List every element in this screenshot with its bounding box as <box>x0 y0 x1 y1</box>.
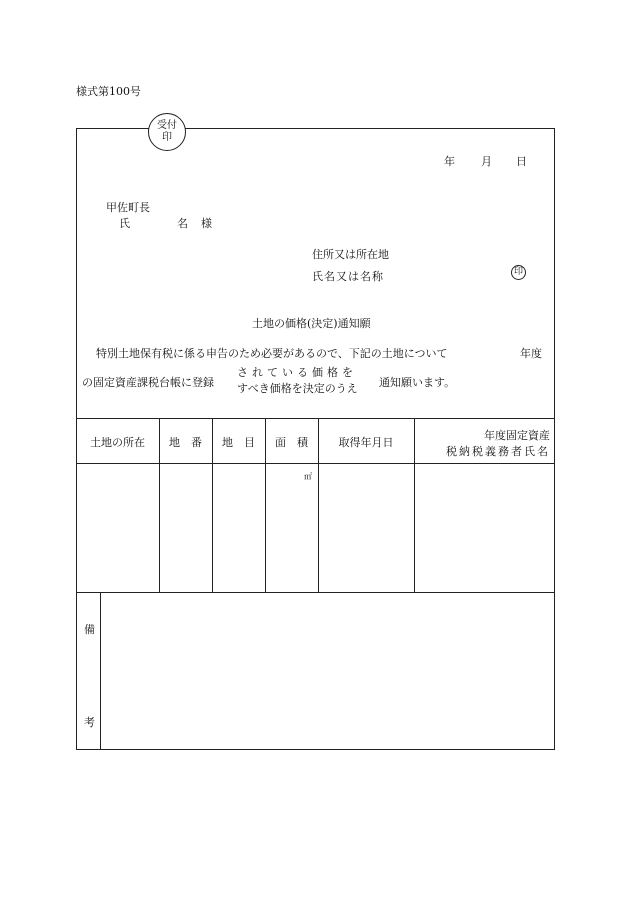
header-acquisition-date: 取得年月日 <box>338 436 394 449</box>
applicant-address-label: 住所又は所在地 <box>312 248 389 261</box>
reception-stamp <box>148 113 186 151</box>
table-top-border <box>76 418 555 419</box>
header-taxpayer-line1: 年度固定資産 <box>484 429 550 442</box>
header-land-category: 地 目 <box>222 436 255 449</box>
body-line2-suffix: 通知願います。 <box>379 376 456 389</box>
header-taxpayer-line2: 税納税義務者氏名 <box>446 445 550 458</box>
body-option-registered: されている価格を <box>237 366 357 379</box>
header-location: 土地の所在 <box>90 436 145 449</box>
remarks-char2: 考 <box>84 716 95 729</box>
seal-icon: 印 <box>511 265 526 280</box>
addressee-honorific: 様 <box>201 217 212 230</box>
stamp-line1: 受付 <box>157 120 177 131</box>
remarks-char1: 備 <box>84 623 95 636</box>
table-header-border <box>76 463 555 464</box>
body-line1: 特別土地保有税に係る申告のため必要があるので、下記の土地について <box>96 347 448 360</box>
header-area: 面 積 <box>275 436 308 449</box>
addressee-name-label: 氏 <box>119 217 130 230</box>
date-day: 日 <box>516 155 527 168</box>
form-number: 様式第100号 <box>76 85 141 98</box>
table-bottom-border <box>76 592 555 593</box>
addressee-title: 甲佐町長 <box>106 201 150 214</box>
body-fiscal-year: 年度 <box>520 347 542 360</box>
header-lot-number: 地 番 <box>169 436 202 449</box>
body-line2-prefix: の固定資産課税台帳に登録 <box>82 376 214 389</box>
area-unit: ㎡ <box>304 472 312 481</box>
stamp-line2: 印 <box>162 132 172 143</box>
body-option-to-be-decided: すべき価格を決定のうえ <box>237 382 358 395</box>
document-title: 土地の価格(決定)通知願 <box>252 317 371 330</box>
remarks-divider <box>100 592 101 750</box>
date-year: 年 <box>444 155 455 168</box>
addressee-name-suffix: 名 <box>177 217 188 230</box>
applicant-name-label: 氏名又は名称 <box>312 270 384 283</box>
date-month: 月 <box>481 155 492 168</box>
